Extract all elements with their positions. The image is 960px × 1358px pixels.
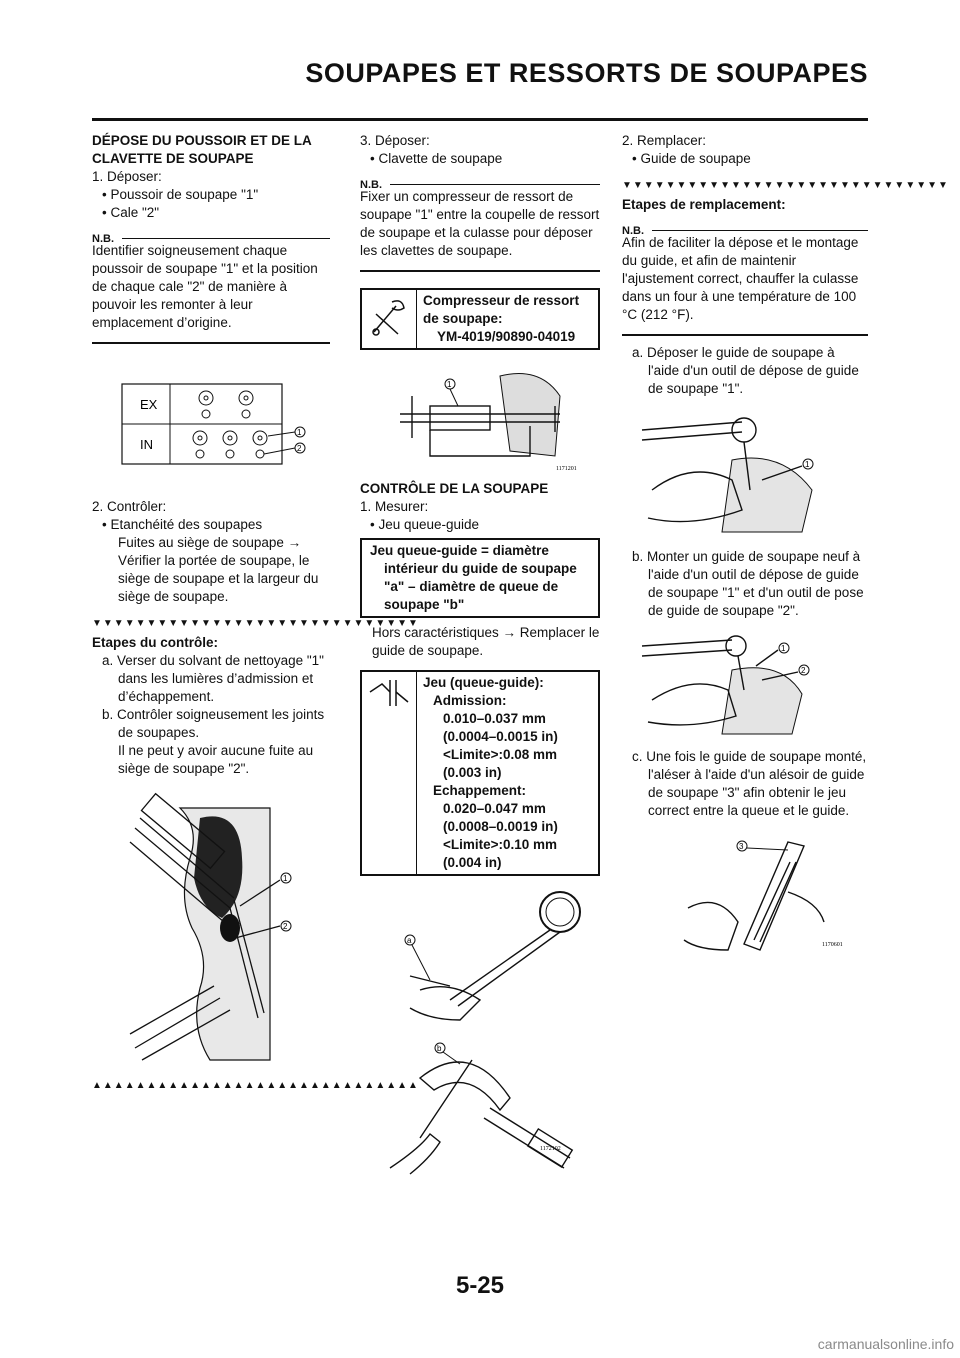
procedure-heading: Etapes de remplacement:: [622, 197, 786, 212]
bullet-text: • Guide de soupape: [632, 151, 751, 166]
nb-text: Fixer un compresseur de ressort de soupape "1" entre la coupelle de ressort de soupape et la culasse pour déposer les clavettes de soupape.: [360, 189, 600, 258]
nb-text: Afin de faciliter la dépose et le montage du guide, et afin de maintenir l'ajustement correct, chauffer la culasse dans un four à une température de 100 °C (212 °F).: [622, 235, 859, 322]
spec-label: Echappement:: [433, 783, 527, 798]
procedure-step-a: a. Déposer le guide de soupape à l'aide d'un outil de dépose de guide de soupape "1".: [632, 345, 859, 396]
micrometer-illustration: [380, 1038, 600, 1178]
page-number: 5-25: [455, 1272, 505, 1299]
step-text: 1. Mesurer:: [360, 499, 429, 514]
fig-label-in: IN: [140, 437, 153, 452]
section-heading: CONTRÔLE DE LA SOUPAPE: [360, 481, 549, 496]
tool-part-number: YM-4019/90890-04019: [437, 329, 576, 344]
procedure-step-a: a. Verser du solvant de nettoyage "1" dans les lumières d’admission et d’échappement.: [102, 653, 324, 704]
section-heading: DÉPOSE DU POUSSOIR ET DE LA: [92, 133, 312, 148]
header-rule: [92, 118, 868, 121]
spec-value: 0.010–0.037 mm: [443, 711, 546, 726]
callout-b: b: [437, 1044, 442, 1053]
fig-label-ex: EX: [140, 397, 158, 412]
procedure-end-marker: ▲▲▲▲▲▲▲▲▲▲▲▲▲▲▲▲▲▲▲▲▲▲▲▲▲▲▲▲▲▲: [92, 1080, 419, 1091]
callout-1: 1: [805, 460, 810, 469]
figure-code: 1170601: [822, 942, 843, 948]
spec-value: 0.020–0.047 mm: [443, 801, 546, 816]
callout-a: a: [407, 936, 412, 945]
nb-label: N.B.: [360, 176, 600, 188]
step-text: 1. Déposer:: [92, 169, 162, 184]
bullet-text: • Cale "2": [102, 205, 160, 220]
guide-install-illustration: [632, 630, 852, 740]
valve-seat-illustration: [130, 798, 330, 1068]
section-heading-line2: CLAVETTE DE SOUPAPE: [92, 151, 254, 166]
callout-2: 2: [297, 444, 302, 453]
spec-limit: (0.003 in): [443, 765, 502, 780]
nb-end-rule: [622, 334, 868, 336]
callout-2: 2: [283, 922, 288, 931]
specification-box: [360, 670, 600, 876]
callout-1: 1: [297, 428, 302, 437]
column-3: [622, 132, 949, 962]
tool-name-line2: de soupape:: [423, 311, 503, 326]
page-title: SOUPAPES ET RESSORTS DE SOUPAPES: [305, 58, 868, 88]
body-text: Fuites au siège de soupape → Vérifier la portée de soupape, le siège de soupape et la largeur du siège de soupape.: [118, 535, 319, 604]
spec-limit: <Limite>:0.08 mm: [443, 747, 558, 762]
procedure-step-c: c. Une fois le guide de soupape monté, l'aléser à l'aide d'un alésoir de guide de soupape "3" afin obtenir le jeu correct entre la queue et le guide.: [632, 749, 867, 818]
guide-removal-illustration: [632, 410, 852, 540]
bore-gauge-illustration: [390, 890, 610, 1030]
shim-diagram: [120, 382, 330, 472]
procedure-heading: Etapes du contrôle:: [92, 635, 219, 650]
bullet-text: • Etanchéité des soupapes: [102, 517, 263, 532]
spec-value: (0.0008–0.0019 in): [443, 819, 558, 834]
nb-label: N.B.: [622, 222, 868, 234]
tool-name: Compresseur de ressort: [423, 293, 580, 308]
spec-title: Jeu (queue-guide):: [423, 675, 544, 690]
step-text: 3. Déposer:: [360, 133, 430, 148]
watermark: carmanualsonline.info: [817, 1336, 954, 1352]
bullet-text: • Clavette de soupape: [370, 151, 503, 166]
reamer-illustration: [678, 832, 868, 962]
spec-limit: (0.004 in): [443, 855, 502, 870]
step-text: 2. Remplacer:: [622, 133, 707, 148]
procedure-start-marker: ▼▼▼▼▼▼▼▼▼▼▼▼▼▼▼▼▼▼▼▼▼▼▼▼▼▼▼▼▼▼: [622, 180, 949, 191]
figure-code: 1172102: [540, 1146, 561, 1152]
body-text: Hors caractéristiques → Remplacer le guide de soupape.: [372, 625, 600, 658]
spec-label: Admission:: [433, 693, 507, 708]
spec-limit: <Limite>:0.10 mm: [443, 837, 558, 852]
callout-1: 1: [781, 644, 786, 653]
compressor-illustration: [390, 366, 600, 476]
nb-label: N.B.: [92, 230, 330, 242]
callout-1: 1: [447, 380, 452, 389]
procedure-start-marker: ▼▼▼▼▼▼▼▼▼▼▼▼▼▼▼▼▼▼▼▼▼▼▼▼▼▼▼▼▼▼: [92, 618, 419, 629]
callout-1: 1: [283, 874, 288, 883]
bullet-text: • Jeu queue-guide: [370, 517, 480, 532]
spec-value: (0.0004–0.0015 in): [443, 729, 558, 744]
column-2: [360, 132, 600, 1178]
tool-icon: [362, 290, 417, 348]
callout-2: 2: [801, 666, 806, 675]
procedure-step-b-note: Il ne peut y avoir aucune fuite au siège de soupape "2".: [118, 743, 314, 776]
bullet-text: • Poussoir de soupape "1": [102, 187, 259, 202]
nb-end-rule: [360, 270, 600, 272]
nb-end-rule: [92, 342, 330, 344]
procedure-step-b: b. Contrôler soigneusement les joints de soupapes.: [102, 707, 325, 740]
step-text: 2. Contrôler:: [92, 499, 167, 514]
formula-box: Jeu queue-guide = diamètre intérieur du guide de soupape "a" – diamètre de queue de soupape "b": [360, 538, 600, 618]
callout-3: 3: [739, 842, 744, 851]
figure-code: 1171201: [556, 466, 577, 472]
nb-text: Identifier soigneusement chaque poussoir de soupape "1" et la position de chaque cale "2" de manière à pouvoir les remonter à leur emplacement d’origine.: [92, 243, 318, 330]
procedure-step-b: b. Monter un guide de soupape neuf à l'aide d'un outil de dépose de guide de soupape "1" et d'un outil de pose de guide de soupape "2".: [632, 549, 864, 618]
gauge-icon: [362, 672, 417, 874]
tool-box: [360, 288, 600, 350]
